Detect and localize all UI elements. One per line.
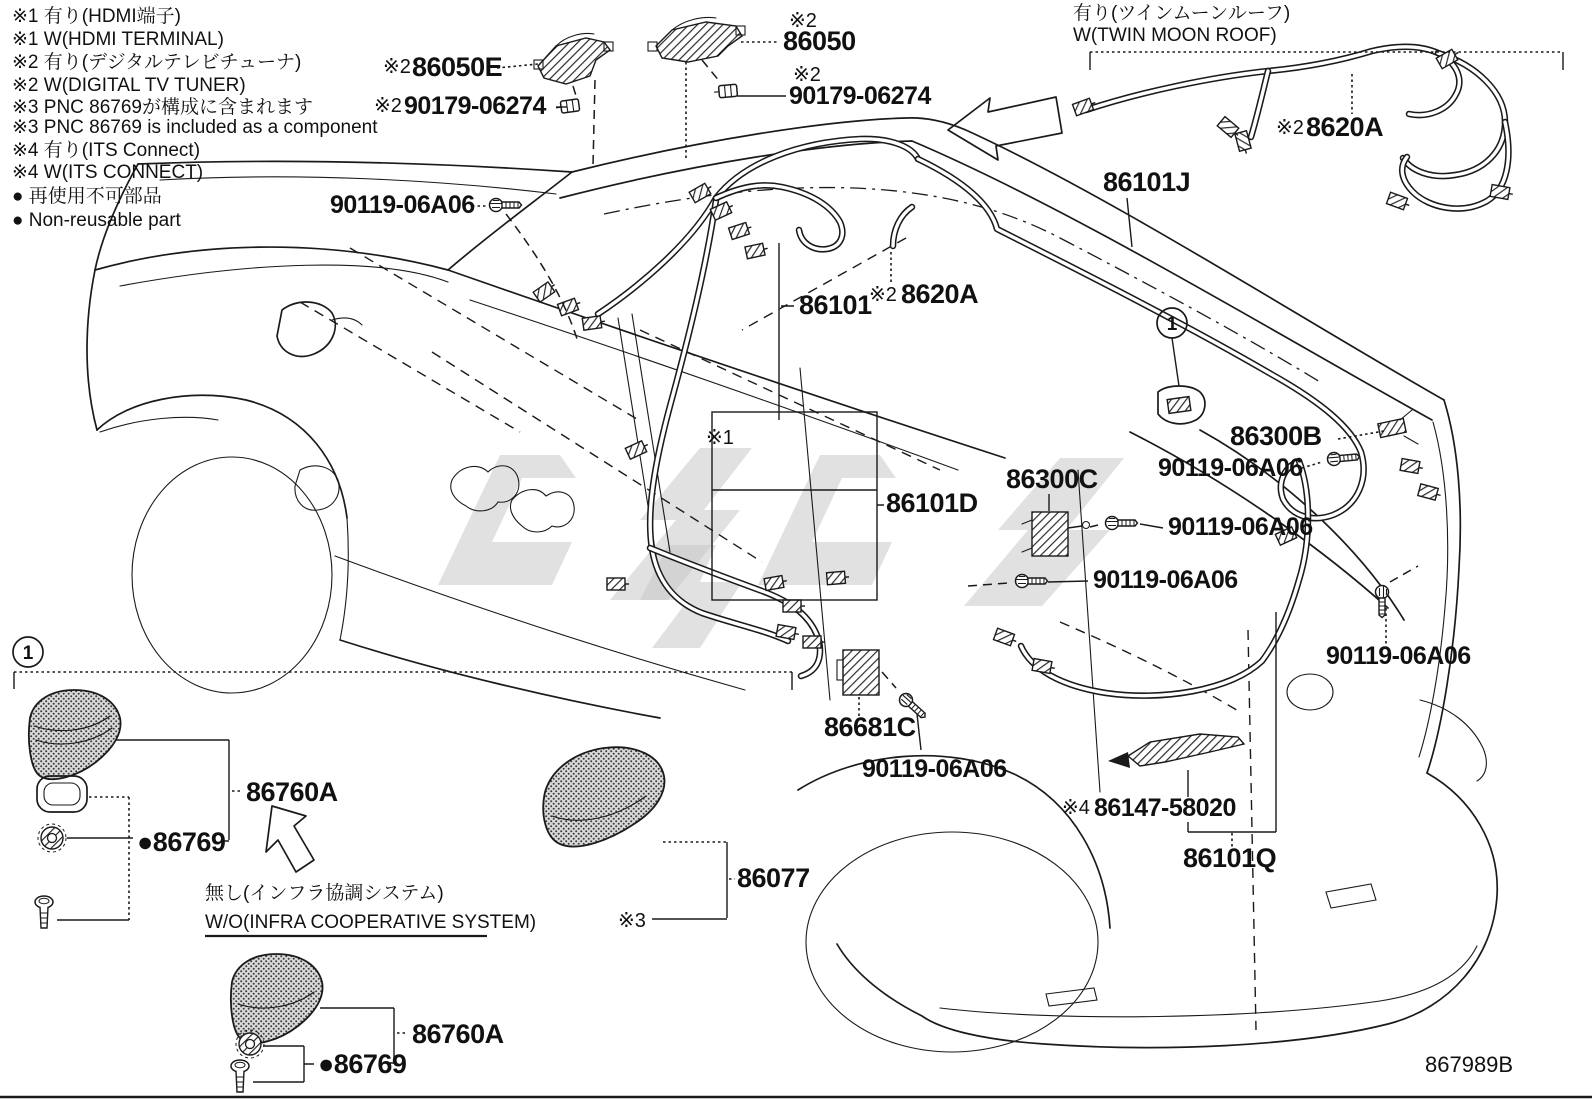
label-90119-06a06-1: 90119-06A06 [330, 191, 475, 219]
label-86681c: 86681C [824, 712, 916, 742]
label-8620a-center: 8620A [901, 279, 979, 309]
label-90119-06a06-6: 90119-06A06 [1326, 642, 1471, 670]
box-86681C [837, 650, 879, 695]
legend-line-8: ※4 W(ITS CONNECT) [12, 162, 204, 183]
mark-1: ※1 [706, 427, 734, 449]
callout-circle-1-inset: 1 [22, 643, 34, 664]
note-twin-moon-roof-jp: 有り(ツインムーンルーフ) [1073, 3, 1291, 24]
mark-2-8620a-right: ※2 [1276, 117, 1304, 139]
label-90119-06a06-4: 90119-06A06 [1093, 566, 1238, 594]
callout-circle-1-roof: 1 [1166, 314, 1178, 335]
drawing-number: 867989B [1425, 1052, 1514, 1077]
label-90119-06a06-3: 90119-06A06 [1168, 513, 1313, 541]
mark-2-90179-right: ※2 [793, 64, 821, 86]
label-86760a-1: 86760A [246, 777, 338, 807]
roof-antenna-location-patch [1158, 386, 1205, 424]
mark-2-86050e: ※2 [383, 56, 411, 78]
label-8620a-right: 8620A [1306, 112, 1384, 142]
antenna-gasket [37, 776, 87, 812]
mark-3: ※3 [618, 910, 646, 932]
legend-line-10: ● Non-reusable part [12, 210, 181, 231]
wire-86147-58020 [1108, 734, 1244, 768]
roof-amplifier-86050 [648, 18, 745, 63]
label-86101d: 86101D [886, 488, 978, 518]
label-86147-58020: 86147-58020 [1094, 794, 1236, 822]
label-86077: 86077 [737, 863, 810, 893]
shark-fin-antenna-86760A-1 [29, 690, 121, 779]
shark-fin-antenna-86760A-2 [231, 954, 323, 1043]
clip-86300B [1378, 410, 1418, 444]
legend-line-2: ※1 W(HDMI TERMINAL) [12, 29, 224, 50]
label-90119-06a06-2: 90119-06A06 [1158, 454, 1303, 482]
label-86769-2: ●86769 [318, 1049, 407, 1079]
note-wo-infra-jp: 無し(インフラ協調システム) [205, 883, 444, 904]
wire-harnesses [598, 47, 1508, 696]
mark-4: ※4 [1062, 797, 1090, 819]
legend-line-9: ● 再使用不可部品 [12, 186, 162, 207]
legend-line-3: ※2 有り(デジタルテレビチューナ) [12, 52, 302, 73]
legend-line-7: ※4 有り(ITS Connect) [12, 140, 201, 161]
label-86101: 86101 [799, 290, 872, 320]
label-86101j: 86101J [1103, 167, 1191, 197]
label-86760a-2: 86760A [412, 1019, 504, 1049]
label-90179-06274-right: 90179-06274 [789, 82, 931, 110]
mark-2-86050: ※2 [789, 10, 817, 32]
legend-line-5: ※3 PNC 86769が構成に含まれます [12, 97, 313, 118]
label-90119-06a06-5: 90119-06A06 [862, 755, 1007, 783]
label-90179-06274-left: 90179-06274 [404, 92, 546, 120]
legend-line-6: ※3 PNC 86769 is included as a component [12, 117, 378, 138]
legend-line-1: ※1 有り(HDMI端子) [12, 6, 181, 27]
legend-line-4: ※2 W(DIGITAL TV TUNER) [12, 75, 246, 96]
shark-fin-antenna-86077 [543, 747, 664, 846]
mark-2-90179-left: ※2 [374, 95, 402, 117]
label-86769-1: ●86769 [137, 827, 226, 857]
label-86050e: 86050E [412, 52, 503, 82]
roof-amplifier-86050E [534, 34, 613, 85]
note-wo-infra-en: W/O(INFRA COOPERATIVE SYSTEM) [205, 912, 537, 933]
mark-2-8620a-center: ※2 [869, 284, 897, 306]
label-86050: 86050 [783, 26, 856, 56]
label-86300c: 86300C [1006, 464, 1098, 494]
note-twin-moon-roof-en: W(TWIN MOON ROOF) [1073, 25, 1277, 46]
label-86300b: 86300B [1230, 421, 1322, 451]
label-86101q: 86101Q [1183, 843, 1277, 873]
